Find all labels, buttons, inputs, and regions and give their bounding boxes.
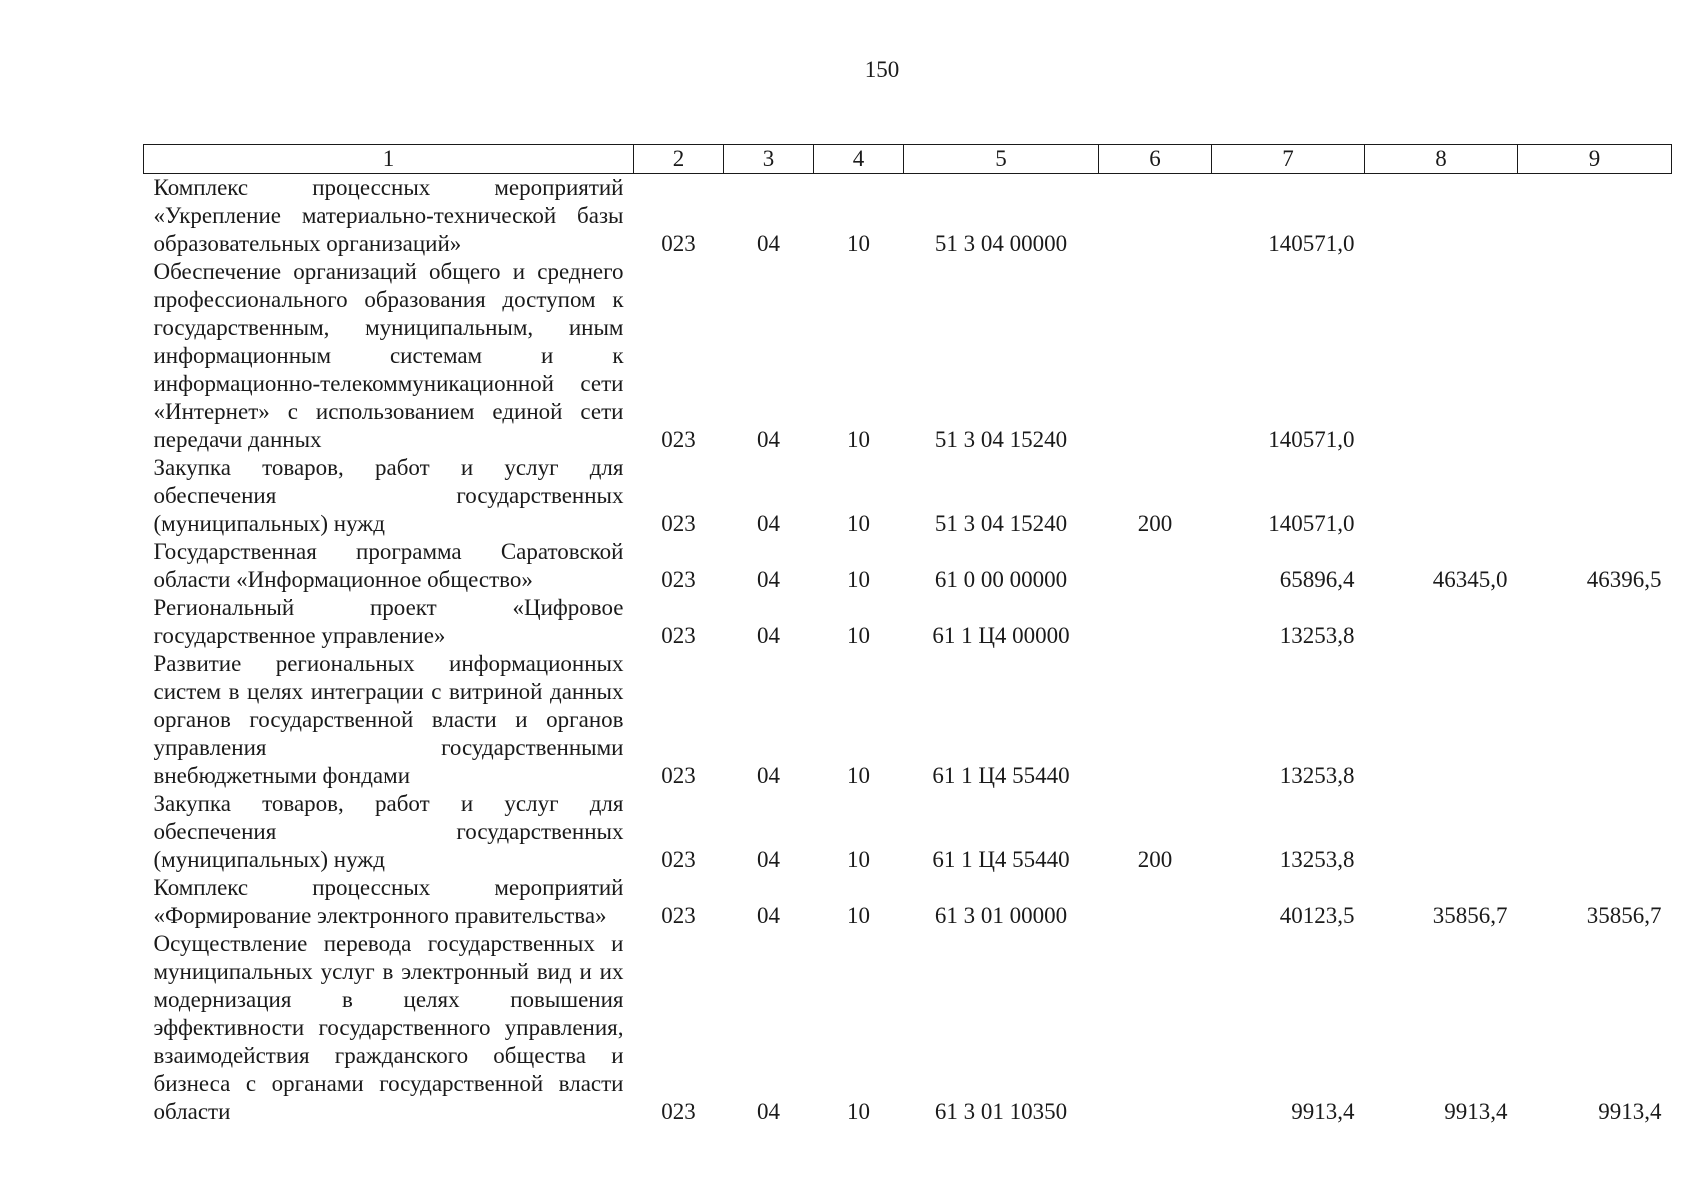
target-article-code: 61 1 Ц4 55440 <box>932 763 1070 788</box>
table-row <box>144 650 1672 790</box>
amount-col8: 46345,0 <box>1432 567 1508 592</box>
amount-col9 <box>1518 790 1672 874</box>
expense-type-code <box>1099 174 1212 259</box>
section-code: 04 <box>757 1099 780 1124</box>
amount-col9: 35856,7 <box>1586 903 1662 928</box>
row-name: Комплекс процессных мероприятий «Укрепление материально-технической базы образовательных организаций» <box>153 175 624 256</box>
column-header-3: 3 <box>724 145 814 174</box>
expense-type-code <box>1099 538 1212 594</box>
table-row <box>144 538 1672 594</box>
amount-col7: 9913,4 <box>1291 1099 1355 1124</box>
ved-code: 023 <box>661 1099 696 1124</box>
column-header-6: 6 <box>1099 145 1212 174</box>
ved-code: 023 <box>661 903 696 928</box>
subsection-code: 10 <box>847 903 870 928</box>
target-article-code: 61 1 Ц4 00000 <box>932 623 1070 648</box>
section-code: 04 <box>757 511 780 536</box>
row-name: Комплекс процессных мероприятий «Формирование электронного правительства» <box>153 875 624 928</box>
subsection-code: 10 <box>847 567 870 592</box>
row-name: Обеспечение организаций общего и среднего профессионального образования доступом к государственным, муниципальным, иным информационным системам и к информационно-телекоммуникационной сети «Интернет» с использованием единой сети передачи данных <box>153 259 624 452</box>
target-article-code: 61 0 00 00000 <box>934 567 1068 592</box>
section-code: 04 <box>757 847 780 872</box>
column-header-2: 2 <box>634 145 724 174</box>
table-row <box>144 174 1672 259</box>
amount-col9 <box>1518 454 1672 538</box>
subsection-code: 10 <box>847 623 870 648</box>
amount-col8 <box>1365 174 1518 259</box>
amount-col9 <box>1518 258 1672 454</box>
page-number: 150 <box>864 57 900 82</box>
expense-type-code <box>1099 650 1212 790</box>
amount-col7: 140571,0 <box>1268 511 1355 536</box>
section-code: 04 <box>757 623 780 648</box>
amount-col7: 13253,8 <box>1279 847 1355 872</box>
table-row <box>144 594 1672 650</box>
expense-type-code <box>1099 594 1212 650</box>
subsection-code: 10 <box>847 847 870 872</box>
subsection-code: 10 <box>847 427 870 452</box>
target-article-code: 51 3 04 15240 <box>934 427 1068 452</box>
amount-col8 <box>1365 790 1518 874</box>
ved-code: 023 <box>661 427 696 452</box>
header-row <box>144 145 1672 174</box>
subsection-code: 10 <box>847 763 870 788</box>
amount-col8 <box>1365 258 1518 454</box>
column-header-5: 5 <box>904 145 1099 174</box>
budget-table <box>143 144 1672 1126</box>
amount-col7: 140571,0 <box>1268 231 1355 256</box>
expense-type-code: 200 <box>1137 511 1173 536</box>
row-name: Государственная программа Саратовской области «Информационное общество» <box>153 539 624 592</box>
table-body <box>144 174 1672 1127</box>
amount-col8: 9913,4 <box>1444 1099 1508 1124</box>
amount-col8: 35856,7 <box>1432 903 1508 928</box>
amount-col9 <box>1518 174 1672 259</box>
amount-col9 <box>1518 650 1672 790</box>
column-header-7: 7 <box>1212 145 1365 174</box>
target-article-code: 61 3 01 00000 <box>934 903 1068 928</box>
expense-type-code <box>1099 930 1212 1126</box>
row-name: Региональный проект «Цифровое государственное управление» <box>153 595 624 648</box>
table-row <box>144 790 1672 874</box>
amount-col7: 40123,5 <box>1279 903 1355 928</box>
target-article-code: 61 1 Ц4 55440 <box>932 847 1070 872</box>
section-code: 04 <box>757 567 780 592</box>
subsection-code: 10 <box>847 1099 870 1124</box>
row-name: Осуществление перевода государственных и муниципальных услуг в электронный вид и их модернизация в целях повышения эффективности государственного управления, взаимодействия гражданского общества и бизнеса с органами государственной власти области <box>153 931 624 1124</box>
amount-col9: 46396,5 <box>1586 567 1662 592</box>
column-header-8: 8 <box>1365 145 1518 174</box>
ved-code: 023 <box>661 623 696 648</box>
ved-code: 023 <box>661 511 696 536</box>
amount-col7: 13253,8 <box>1279 623 1355 648</box>
table-row <box>144 874 1672 930</box>
row-name: Закупка товаров, работ и услуг для обеспечения государственных (муниципальных) нужд <box>153 791 624 872</box>
table-row <box>144 454 1672 538</box>
row-name: Закупка товаров, работ и услуг для обеспечения государственных (муниципальных) нужд <box>153 455 624 536</box>
table-row <box>144 258 1672 454</box>
section-code: 04 <box>757 427 780 452</box>
amount-col9 <box>1518 594 1672 650</box>
amount-col7: 140571,0 <box>1268 427 1355 452</box>
ved-code: 023 <box>661 847 696 872</box>
column-header-1: 1 <box>144 145 634 174</box>
amount-col8 <box>1365 454 1518 538</box>
column-header-9: 9 <box>1518 145 1672 174</box>
table-row <box>144 930 1672 1126</box>
subsection-code: 10 <box>847 511 870 536</box>
target-article-code: 51 3 04 15240 <box>934 511 1068 536</box>
section-code: 04 <box>757 903 780 928</box>
expense-type-code <box>1099 874 1212 930</box>
section-code: 04 <box>757 231 780 256</box>
subsection-code: 10 <box>847 231 870 256</box>
section-code: 04 <box>757 763 780 788</box>
column-header-4: 4 <box>814 145 904 174</box>
row-name: Развитие региональных информационных систем в целях интеграции с витриной данных органов государственной власти и органов управления государственными внебюджетными фондами <box>153 651 624 788</box>
table-header <box>144 145 1672 174</box>
amount-col7: 65896,4 <box>1279 567 1355 592</box>
ved-code: 023 <box>661 231 696 256</box>
expense-type-code <box>1099 258 1212 454</box>
ved-code: 023 <box>661 567 696 592</box>
target-article-code: 51 3 04 00000 <box>934 231 1068 256</box>
amount-col9: 9913,4 <box>1598 1099 1662 1124</box>
ved-code: 023 <box>661 763 696 788</box>
amount-col8 <box>1365 650 1518 790</box>
amount-col7: 13253,8 <box>1279 763 1355 788</box>
amount-col8 <box>1365 594 1518 650</box>
expense-type-code: 200 <box>1137 847 1173 872</box>
target-article-code: 61 3 01 10350 <box>934 1099 1068 1124</box>
